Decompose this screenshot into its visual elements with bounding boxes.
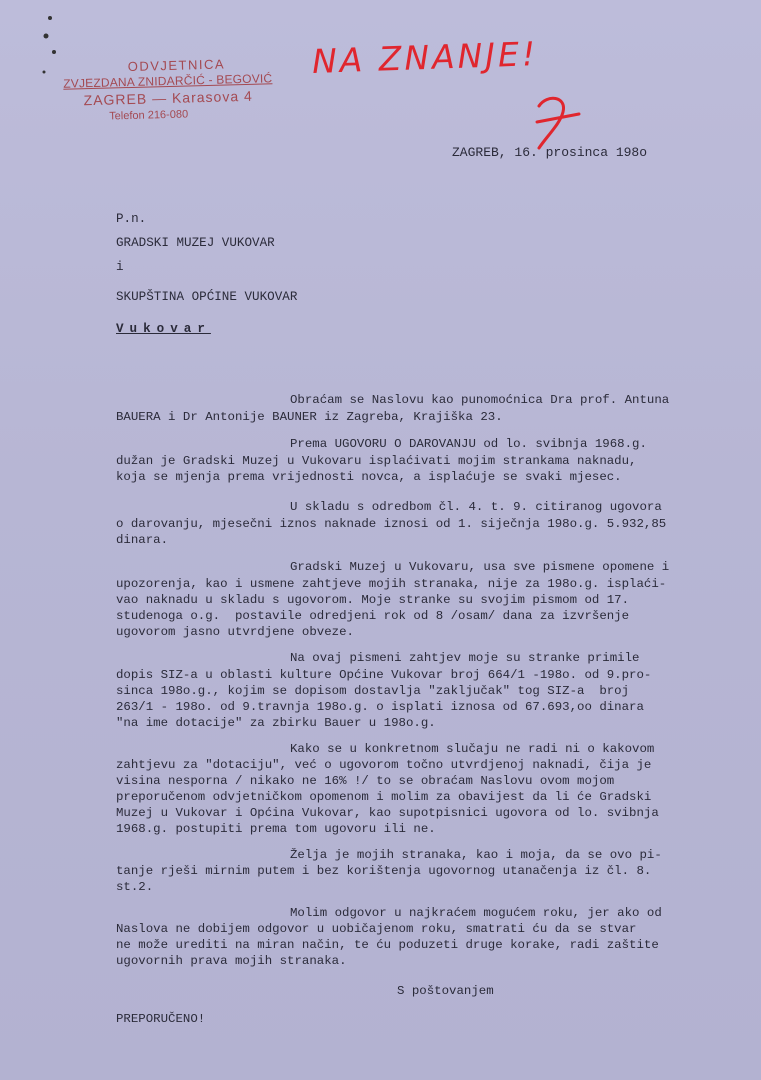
body-line: BAUERA i Dr Antonije BAUNER iz Zagreba, Krajiška 23. xyxy=(116,410,503,424)
body-line: vao naknadu u skladu s ugovorom. Moje stranke su svojim pismom od 17. xyxy=(116,593,630,607)
body-line: visina nesporna / nikako ne 16% !/ to se obraćam Naslovu ovom mojom xyxy=(116,774,615,788)
recipient-city: Vukovar xyxy=(116,322,211,336)
recipient-museum: GRADSKI MUZEJ VUKOVAR xyxy=(116,236,275,250)
salutation: P.n. xyxy=(116,212,147,226)
body-line: Kako se u konkretnom slučaju ne radi ni o kakovom xyxy=(290,742,655,756)
body-line: Muzej u Vukovar i Općina Vukovar, kao supotpisnici ugovora od lo. svibnja xyxy=(116,806,659,820)
law-office-stamp xyxy=(57,55,279,124)
body-line: Obraćam se Naslovu kao punomoćnica Dra prof. Antuna xyxy=(290,393,670,407)
handwritten-note: NA ZNANJE! xyxy=(311,34,539,81)
body-line: upozorenja, kao i usmene zahtjeve mojih stranaka, nije za 198o.g. isplaći- xyxy=(116,577,667,591)
body-line: U skladu s odredbom čl. 4. t. 9. citiranog ugovora xyxy=(290,500,662,514)
body-line: ne može urediti na miran način, te ću poduzeti druge korake, radi zaštite xyxy=(116,938,659,952)
body-line: st.2. xyxy=(116,880,154,894)
body-line: dužan je Gradski Muzej u Vukovaru isplaćivati mojim strankama naknadu, xyxy=(116,454,637,468)
stamp-name: ZVJEZDANA ZNIDARČIĆ - BEGOVIĆ xyxy=(63,71,273,91)
body-line: koja se mjenja prema vrijednosti novca, a isplaćuje se svaki mjesec. xyxy=(116,470,622,484)
body-line: 263/1 - 198o. od 9.travnja 198o.g. o isplati iznosa od 67.693,oo dinara xyxy=(116,700,644,714)
body-line: o darovanju, mjesečni iznos naknade iznosi od 1. siječnja 198o.g. 5.932,85 xyxy=(116,517,667,531)
body-line: Prema UGOVORU O DAROVANJU od lo. svibnja 1968.g. xyxy=(290,437,647,451)
body-line: "na ime dotacije" za zbirku Bauer u 198o.g. xyxy=(116,716,436,730)
stamp-address: ZAGREB — Karasova 4 xyxy=(83,87,253,109)
body-line: 1968.g. postupiti prema tom ugovoru ili ne. xyxy=(116,822,436,836)
letter-date: ZAGREB, 16. prosinca 198o xyxy=(452,145,648,160)
registered-mail-note: PREPORUČENO! xyxy=(116,1012,206,1026)
body-line: Želja je mojih stranaka, kao i moja, da se ovo pi- xyxy=(290,848,662,862)
body-line: zahtjevu za "dotaciju", već o ugovorom točno utvrdjenoj naknadi, čija je xyxy=(116,758,652,772)
body-line: preporučenom odvjetničkom opomenom i molim za obavijest da li će Gradski xyxy=(116,790,652,804)
body-line: Molim odgovor u najkraćem mogućem roku, jer ako od xyxy=(290,906,662,920)
body-line: dopis SIZ-a u oblasti kulture Općine Vukovar broj 664/1 -198o. od 9.pro- xyxy=(116,668,652,682)
body-line: Na ovaj pismeni zahtjev moje su stranke primile xyxy=(290,651,640,665)
body-line: sinca 198o.g., kojim se dopisom dostavlja "zaključak" tog SIZ-a broj xyxy=(116,684,630,698)
body-line: Naslova ne dobijem odgovor u uobičajenom roku, smatrati ću da se stvar xyxy=(116,922,637,936)
stamp-phone: Telefon 216-080 xyxy=(109,108,189,123)
body-line: studenoga o.g. postavile odredjeni rok od 8 /osam/ dana za izvršenje xyxy=(116,609,630,623)
body-line: tanje rješi mirnim putem i bez korištenja ugovornog utanačenja iz čl. 8. xyxy=(116,864,652,878)
body-line: ugovorom jasno utvrdjene obveze. xyxy=(116,625,354,639)
recipient-municipality: SKUPŠTINA OPĆINE VUKOVAR xyxy=(116,290,298,304)
body-line: dinara. xyxy=(116,533,169,547)
stamp-title: ODVJETNICA xyxy=(127,56,226,75)
closing: S poštovanjem xyxy=(397,984,494,998)
body-line: Gradski Muzej u Vukovaru, usa sve pismene opomene i xyxy=(290,560,670,574)
handwritten-number xyxy=(533,92,583,152)
body-line: ugovornih prava mojih stranaka. xyxy=(116,954,347,968)
recipient-conjunction: i xyxy=(116,260,124,274)
